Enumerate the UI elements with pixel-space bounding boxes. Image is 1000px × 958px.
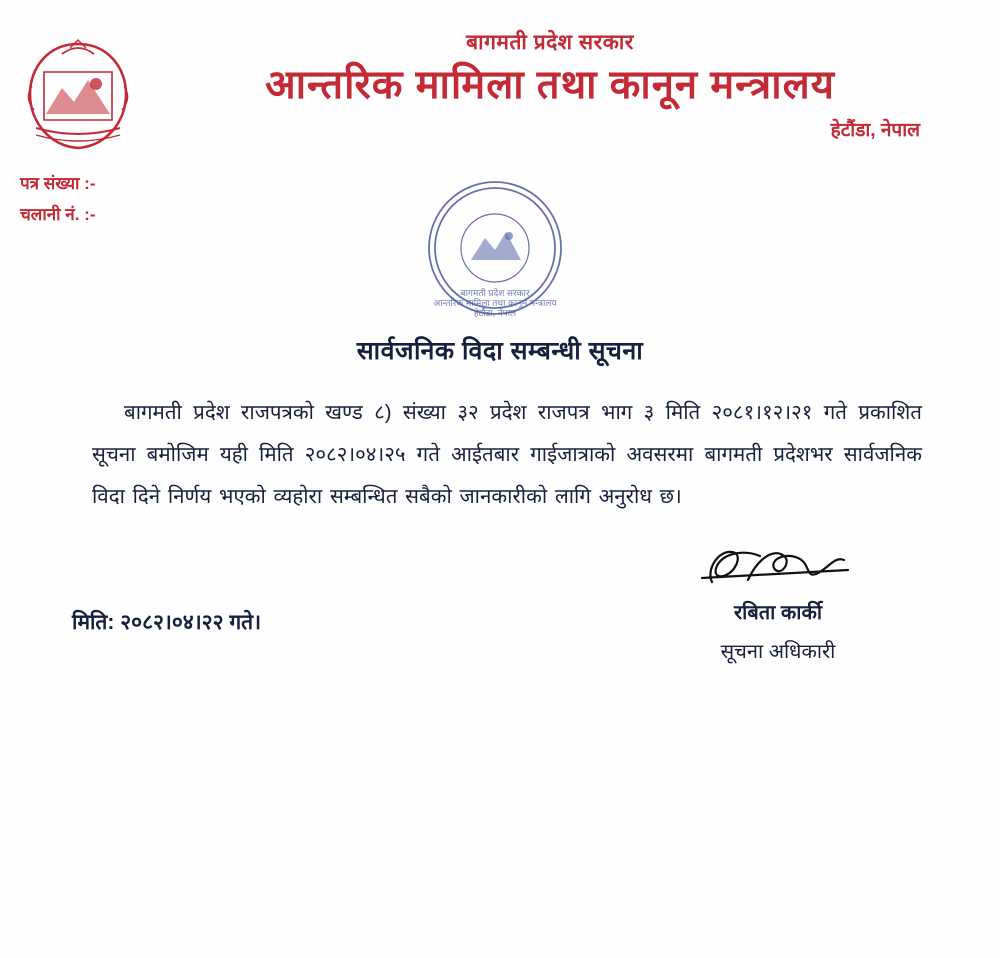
signature-block: [628, 540, 928, 664]
svg-text:बागमती प्रदेश सरकार: बागमती प्रदेश सरकार: [460, 288, 530, 298]
nepal-emblem-icon: [18, 36, 138, 156]
document-title: सार्वजनिक विदा सम्बन्धी सूचना: [356, 337, 644, 365]
letter-number-label: पत्र संख्या :-: [20, 174, 96, 193]
signer-name: रबिता कार्की: [734, 602, 822, 624]
office-location: हेटौंडा, नेपाल: [830, 120, 920, 141]
reference-block: [20, 168, 96, 231]
signer-designation: सूचना अधिकारी: [720, 641, 836, 663]
svg-text:आन्तरिक मामिला तथा कानून मन्त्: आन्तरिक मामिला तथा कानून मन्त्रालय: [433, 298, 557, 308]
dispatch-number-label: चलानी नं. :-: [20, 205, 96, 225]
government-line: बागमती प्रदेश सरकार: [466, 31, 634, 54]
document-date: मिति: २०८२।०४।२२ गते।: [72, 611, 262, 634]
svg-text:हेटौंडा, नेपाल: हेटौंडा, नेपाल: [473, 308, 517, 318]
letterhead-text: [150, 28, 950, 142]
handwritten-signature-icon: [628, 540, 928, 596]
document-body: बागमती प्रदेश राजपत्रको खण्ड ८) संख्या ३२ प्रदेश राजपत्र भाग ३ मिति २०८१।१२।२१ गते प्रकाशित सूचना बमोजिम यही मिति २०८२।०४।२५ गते आईतबार गाईजात्राको अवसरमा बागमती प्रदेशभर सार्वजनिक विदा दिने निर्णय भएको व्यहोरा सम्बन्धित सबैको जानकारीको लागि अनुरोध छ।: [92, 401, 922, 509]
ministry-name: आन्तरिक मामिला तथा कानून मन्त्रालय: [265, 63, 835, 107]
round-office-seal-icon: [405, 176, 585, 321]
letterhead: [0, 28, 1000, 188]
